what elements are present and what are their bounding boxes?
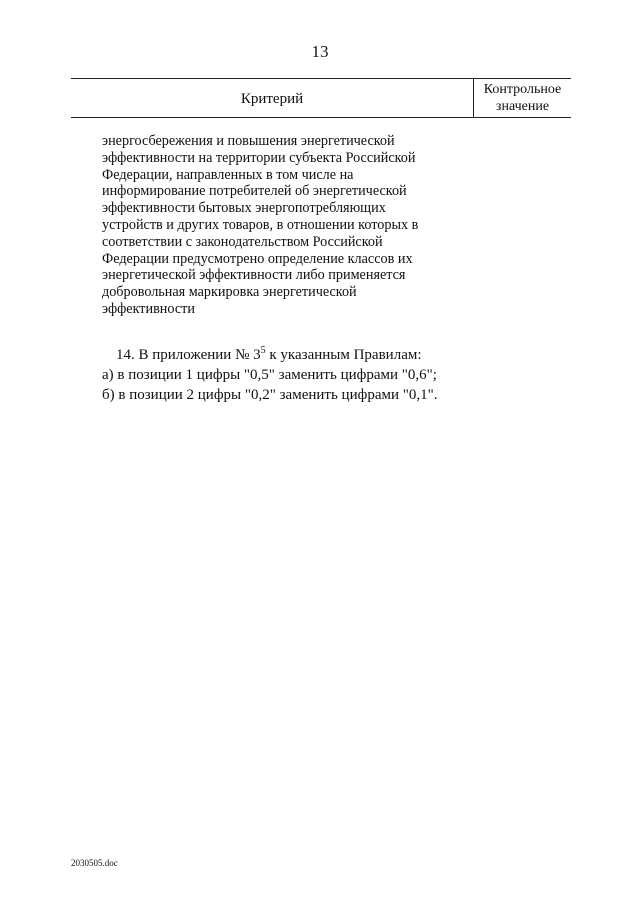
criterion-line: добровольная маркировка энергетической <box>102 284 357 301</box>
amendment-item-b: б) в позиции 2 цифры "0,2" заменить цифрами "0,1". <box>102 387 438 403</box>
amendment-heading <box>102 345 562 365</box>
criterion-line: соответствии с законодательством Российской <box>102 233 383 250</box>
control-value-header-line1: Контрольное <box>483 82 562 97</box>
criterion-line: энергосбережения и повышения энергетической <box>102 133 395 149</box>
control-value-column-header <box>474 79 571 117</box>
criterion-line: эффективности на территории субъекта Российской <box>102 149 416 166</box>
criterion-line: энергетической эффективности либо применяется <box>102 267 406 284</box>
criterion-column-header: Критерий <box>240 90 304 107</box>
control-value-header-line2: значение <box>495 99 550 114</box>
amendment-heading-text: 14. В приложении № 3 <box>116 347 261 363</box>
criterion-line: устройств и других товаров, в отношении которых в <box>102 216 419 233</box>
criterion-line: информирование потребителей об энергетической <box>102 183 407 200</box>
criterion-line: эффективности бытовых энергопотребляющих <box>102 200 386 217</box>
amendment-heading-tail: к указанным Правилам: <box>265 347 422 363</box>
table-header <box>71 78 571 118</box>
amendment-section <box>102 345 562 405</box>
page-number: 13 <box>311 42 329 61</box>
criterion-line: Федерации, направленных в том числе на <box>102 166 354 183</box>
criterion-line: Федерации предусмотрено определение классов их <box>102 250 413 267</box>
amendment-item-a: а) в позиции 1 цифры "0,5" заменить цифрами "0,6"; <box>102 367 437 383</box>
criterion-text <box>102 133 432 318</box>
footnote-superscript: 5 <box>260 345 266 356</box>
document-filename: 2030505.doc <box>71 858 118 868</box>
criterion-line: эффективности <box>102 300 195 317</box>
